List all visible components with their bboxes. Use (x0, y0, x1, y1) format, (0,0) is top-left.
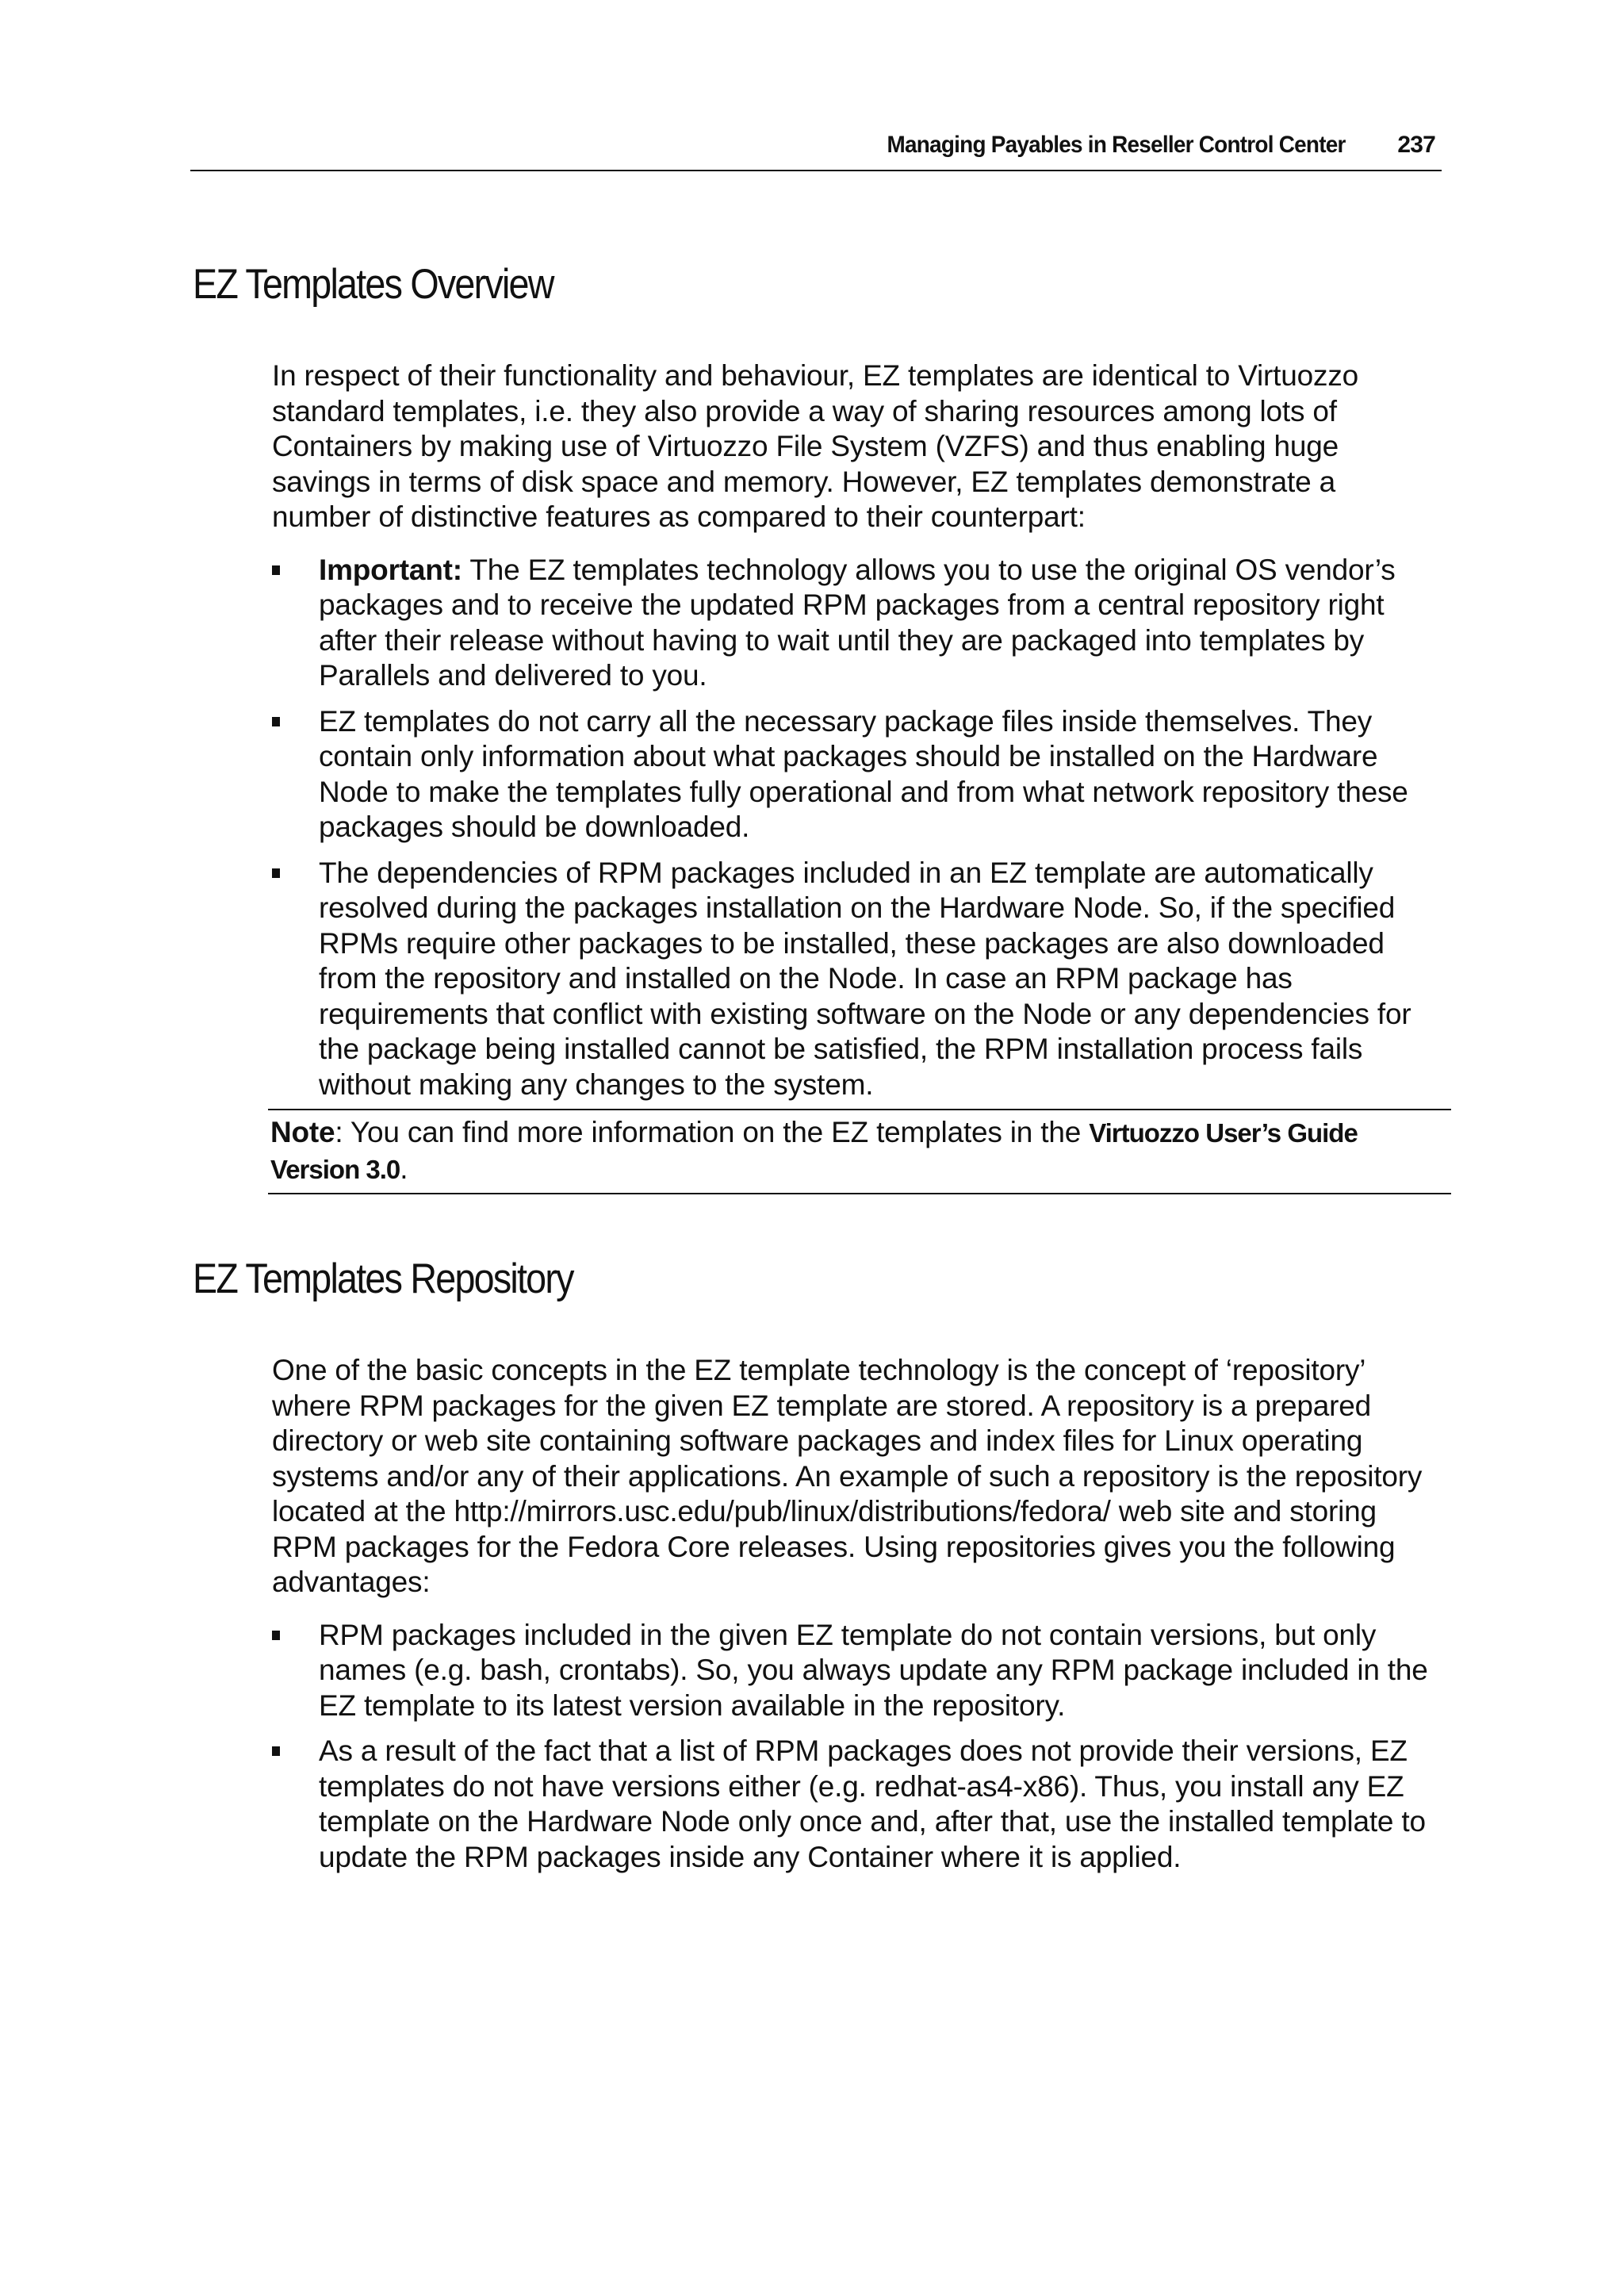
running-header (190, 132, 1442, 171)
header-title: Managing Payables in Reseller Control Center (887, 132, 1346, 158)
section-heading-overview: EZ Templates Overview (193, 261, 553, 308)
page-number: 237 (1397, 132, 1435, 158)
section-body-repository (272, 1353, 1442, 1885)
note-text: : You can find more information on the EZ templates in the (335, 1116, 1090, 1148)
bullet-icon (272, 565, 280, 575)
bullet-icon (272, 717, 280, 726)
note-label: Note (270, 1116, 335, 1148)
list-item-lead: Important: (319, 553, 462, 586)
feature-list (272, 553, 1442, 1103)
list-item-text: As a result of the fact that a list of RPM packages does not provide their versions, EZ templates do not have versions either (e.g. redhat-as4-x86). Thus, you install any EZ template on the Hardware Node only once and, after that, use the installed template to update the RPM packages inside any Container where it is applied. (319, 1734, 1426, 1873)
bullet-icon (272, 1746, 280, 1756)
section-heading-repository: EZ Templates Repository (193, 1255, 573, 1302)
intro-paragraph: One of the basic concepts in the EZ template technology is the concept of ‘repository’ where RPM packages for the given EZ template are stored. A repository is a prepared directory or web site containing software packages and index files for Linux operating systems and/or any of their applications. An example of such a repository is the repository located at the http://mirrors.usc.edu/pub/linux/distributions/fedora/ web site and storing RPM packages for the Fedora Core releases. Using repositories gives you the following advantages: (272, 1354, 1423, 1598)
bullet-icon (272, 1631, 280, 1640)
bullet-icon (272, 868, 280, 878)
list-item-text: RPM packages included in the given EZ template do not contain versions, but only names (e.g. bash, crontabs). So, you always update any RPM package included in the EZ template to its latest version available in the repository. (319, 1618, 1428, 1722)
list-item (272, 1618, 1442, 1724)
note-reference: Virtuozzo User’s Guide Version 3.0 (270, 1118, 1358, 1184)
list-item-text: The EZ templates technology allows you to use the original OS vendor’s packages and to receive the updated RPM packages from a central repository right after their release without having to wait until they are packaged into templates by Parallels and delivered to you. (319, 553, 1396, 692)
list-item (272, 553, 1442, 694)
list-item-text: EZ templates do not carry all the necessary package files inside themselves. They contain only information about what packages should be installed on the Hardware Node to make the templates fully operational and from what network repository these packages should be downloaded. (319, 704, 1408, 843)
list-item-text: The dependencies of RPM packages included in an EZ template are automatically resolved during the packages installation on the Hardware Node. So, if the specified RPMs require other packages to be installed, these packages are also downloaded from the repository and installed on the Node. In case an RPM package has requirements that conflict with existing software on the Node or any dependencies for the package being installed cannot be satisfied, the RPM installation process fails without making any changes to the system. (319, 856, 1411, 1101)
note-box (268, 1109, 1451, 1194)
section-body-overview (272, 358, 1442, 1194)
advantages-list (272, 1618, 1442, 1876)
intro-paragraph: In respect of their functionality and behaviour, EZ templates are identical to Virtuozzo standard templates, i.e. they also provide a way of sharing resources among lots of Containers by making use of Virtuozzo File System (VZFS) and thus enabling huge savings in terms of disk space and memory. However, EZ templates demonstrate a number of distinctive features as compared to their counterpart: (272, 359, 1358, 533)
list-item (272, 1734, 1442, 1875)
note-end: . (400, 1152, 408, 1185)
list-item (272, 856, 1442, 1103)
list-item (272, 704, 1442, 845)
